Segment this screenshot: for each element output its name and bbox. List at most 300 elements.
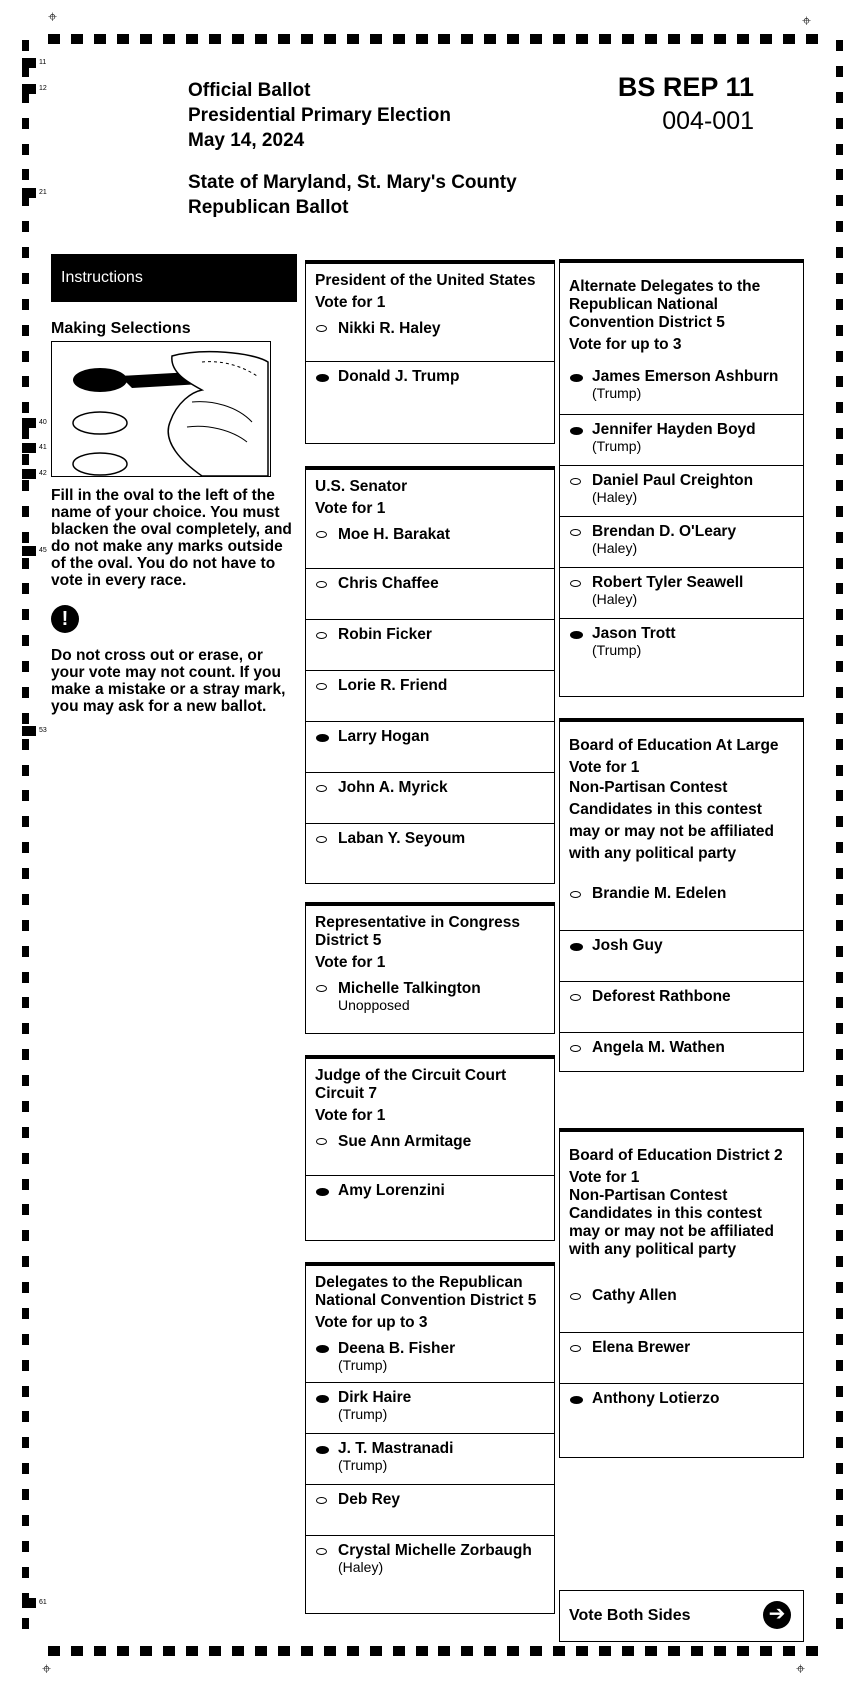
vote-oval[interactable] [316,683,327,690]
timing-mark [163,1646,175,1656]
candidate-row[interactable] [560,1383,803,1434]
timing-mark [22,1386,29,1397]
timing-mark [836,1411,843,1422]
vote-oval-marked[interactable] [570,374,583,382]
timing-mark [301,34,313,44]
vote-oval[interactable] [316,531,327,538]
timing-mark [22,1153,29,1164]
candidate-name: Laban Y. Seyoum [338,830,466,847]
timing-mark [22,1230,29,1241]
contest-representative-congress [305,902,555,1034]
timing-mark [22,661,29,672]
timing-mark [94,34,106,44]
margin-mark [22,1598,36,1608]
timing-mark [22,946,29,957]
candidate-party: (Trump) [338,1457,388,1473]
candidate-name: Angela M. Wathen [592,1039,725,1056]
candidate-party: (Trump) [338,1406,388,1422]
vote-oval[interactable] [316,785,327,792]
candidate-name: John A. Myrick [338,779,448,796]
timing-mark [22,583,29,594]
candidate-row[interactable] [560,1032,803,1083]
candidate-row[interactable] [560,414,803,465]
timing-mark [714,34,726,44]
instructions-panel [51,254,297,715]
header-title: Official Ballot [188,80,311,101]
margin-mark [22,58,36,68]
timing-mark [553,34,565,44]
candidate-name: Deb Rey [338,1491,401,1508]
vote-oval-marked[interactable] [316,374,329,382]
candidate-row[interactable] [306,1340,554,1382]
margin-mark [22,469,36,479]
making-selections-heading: Making Selections [51,320,191,337]
top-timing-marks [48,34,818,44]
timing-mark [836,428,843,439]
timing-mark [836,1256,843,1267]
timing-mark [836,506,843,517]
timing-mark [22,558,29,569]
timing-mark [22,1179,29,1190]
candidate-row[interactable] [560,362,803,414]
timing-mark [668,1646,680,1656]
timing-mark [22,1618,29,1629]
timing-mark [393,1646,405,1656]
timing-mark [507,34,519,44]
contest-title: President of the United States [315,272,536,289]
candidate-row[interactable] [560,1332,803,1383]
timing-mark [22,1489,29,1500]
timing-mark [209,34,221,44]
vote-oval-marked[interactable] [570,631,583,639]
candidate-name: Moe H. Barakat [338,526,450,543]
timing-mark [714,1646,726,1656]
timing-mark [783,1646,795,1656]
candidate-name: J. T. Mastranadi [338,1440,454,1457]
timing-mark [836,1463,843,1474]
timing-mark [22,40,29,51]
timing-mark [484,1646,496,1656]
vote-for-label: Vote for 1 [315,954,386,971]
timing-mark [22,169,29,180]
timing-mark [22,1256,29,1267]
timing-mark [71,1646,83,1656]
timing-mark [416,1646,428,1656]
vote-oval[interactable] [316,836,327,843]
timing-mark [836,195,843,206]
margin-number: 61 [39,1599,47,1606]
timing-mark [416,34,428,44]
timing-mark [301,1646,313,1656]
timing-mark [507,1646,519,1656]
margin-number: 11 [39,59,47,66]
timing-mark [22,868,29,879]
candidate-name: Deena B. Fisher [338,1340,456,1357]
timing-mark [576,34,588,44]
timing-mark [370,1646,382,1656]
vote-oval-marked[interactable] [570,943,583,951]
timing-mark [22,687,29,698]
candidate-party: (Trump) [592,385,642,401]
timing-mark [836,1386,843,1397]
vote-oval[interactable] [316,985,327,992]
candidate-row[interactable] [306,1433,554,1484]
vote-for-label: Vote for 1 [315,294,386,311]
candidate-row[interactable] [306,1175,554,1226]
vote-oval[interactable] [316,1138,327,1145]
candidate-row[interactable] [560,1281,803,1332]
timing-mark [836,1153,843,1164]
registration-crosshair: ⌖ [42,1661,52,1678]
candidate-party: (Haley) [592,591,638,607]
vote-oval-marked[interactable] [316,1188,329,1196]
vote-both-sides-label: Vote Both Sides [569,1607,691,1624]
candidate-row[interactable] [306,1382,554,1433]
header-jurisdiction: State of Maryland, St. Mary's County [188,172,517,193]
timing-mark [22,816,29,827]
timing-mark [836,1541,843,1552]
instructions-title: Instructions [51,254,297,302]
timing-mark [836,1075,843,1086]
margin-number: 40 [39,419,47,426]
timing-mark [836,1101,843,1112]
timing-mark [186,1646,198,1656]
timing-mark [22,273,29,284]
margin-mark [22,188,36,198]
timing-mark [22,1023,29,1034]
timing-mark [645,34,657,44]
candidate-row[interactable] [306,619,554,670]
timing-mark [22,376,29,387]
vote-oval[interactable] [570,529,581,536]
alert-icon: ! [51,605,79,633]
vote-for-label: Vote for 1 [569,1169,640,1186]
timing-mark [22,532,29,543]
timing-mark [836,1282,843,1293]
timing-mark [22,454,29,465]
non-partisan-note: Non-Partisan Contest Candidates in this contest may or may not be affiliated with any political party [569,1187,774,1258]
timing-mark [461,1646,473,1656]
contest-delegates [305,1262,555,1614]
timing-mark [22,1101,29,1112]
contest-president [305,260,555,444]
timing-mark [22,1437,29,1448]
timing-mark [461,34,473,44]
candidate-row[interactable] [306,1535,554,1586]
timing-mark [836,609,843,620]
candidate-name: Sue Ann Armitage [338,1133,472,1150]
timing-mark [836,1023,843,1034]
header-party-ballot: Republican Ballot [188,197,349,218]
hand-with-pen-icon [52,342,270,476]
candidate-name: Anthony Lotierzo [592,1390,720,1407]
vote-oval-marked[interactable] [316,1446,329,1454]
timing-mark [163,34,175,44]
timing-mark [22,765,29,776]
timing-mark [836,325,843,336]
candidate-row[interactable] [560,930,803,981]
timing-mark [836,687,843,698]
margin-number: 21 [39,189,47,196]
timing-mark [836,480,843,491]
timing-mark [22,221,29,232]
contest-board-of-education-at-large [559,718,804,1072]
timing-mark [22,790,29,801]
vote-for-label: Vote for 1 [315,1107,386,1124]
timing-mark [22,1282,29,1293]
timing-mark [737,1646,749,1656]
timing-mark [22,118,29,129]
vote-oval-marked[interactable] [316,734,329,742]
timing-mark [668,34,680,44]
vote-oval[interactable] [316,1497,327,1504]
vote-oval[interactable] [570,580,581,587]
vote-oval[interactable] [570,478,581,485]
candidate-name: James Emerson Ashburn [592,368,779,385]
vote-oval[interactable] [570,1045,581,1052]
timing-mark [836,1308,843,1319]
timing-mark [576,1646,588,1656]
timing-mark [347,34,359,44]
timing-mark [836,1489,843,1500]
timing-mark [22,894,29,905]
candidate-row[interactable] [306,823,554,874]
contest-title: Judge of the Circuit Court Circuit 7 [315,1067,507,1102]
timing-mark [836,946,843,957]
vote-oval-marked[interactable] [570,1396,583,1404]
right-timing-marks [836,40,844,1630]
timing-mark [438,1646,450,1656]
timing-mark [22,1360,29,1371]
vote-oval[interactable] [316,1548,327,1555]
ballot-code: BS REP 11 [617,72,754,102]
timing-mark [836,868,843,879]
timing-mark [836,765,843,776]
timing-mark [836,92,843,103]
timing-mark [836,299,843,310]
timing-mark [347,1646,359,1656]
candidate-name: Brendan D. O'Leary [592,523,737,540]
timing-mark [22,1567,29,1578]
timing-mark [22,842,29,853]
candidate-row[interactable] [306,670,554,721]
margin-number: 53 [39,727,47,734]
vote-oval-marked[interactable] [570,427,583,435]
timing-mark [836,1334,843,1345]
timing-mark [117,1646,129,1656]
timing-mark [22,972,29,983]
timing-mark [393,34,405,44]
candidate-note: Unopposed [338,997,410,1013]
candidate-name: Elena Brewer [592,1339,691,1356]
timing-mark [22,1049,29,1060]
timing-mark [691,1646,703,1656]
candidate-name: Lorie R. Friend [338,677,448,694]
candidate-row[interactable] [560,567,803,618]
bottom-timing-marks [48,1646,818,1656]
vote-oval[interactable] [316,632,327,639]
candidate-row[interactable] [306,772,554,823]
header-date: May 14, 2024 [188,130,305,151]
candidate-party: (Trump) [338,1357,388,1373]
timing-mark [438,34,450,44]
candidate-row[interactable] [560,516,803,567]
contest-title: Board of Education District 2 [569,1147,783,1164]
timing-mark [278,1646,290,1656]
timing-mark [232,34,244,44]
registration-crosshair: ⌖ [48,9,58,26]
vote-oval[interactable] [570,891,581,898]
vote-oval-marked[interactable] [316,1395,329,1403]
margin-mark [22,84,36,94]
timing-mark [324,34,336,44]
candidate-party: (Trump) [592,642,642,658]
timing-mark [836,816,843,827]
timing-mark [22,1308,29,1319]
candidate-party: (Haley) [592,489,638,505]
candidate-party: (Haley) [592,540,638,556]
timing-mark [22,635,29,646]
contest-alternate-delegates [559,259,804,697]
candidate-name: Daniel Paul Creighton [592,472,754,489]
timing-mark [836,144,843,155]
timing-mark [836,66,843,77]
timing-mark [836,1127,843,1138]
timing-mark [530,34,542,44]
candidate-row[interactable] [306,1133,554,1175]
timing-mark [836,273,843,284]
margin-number: 41 [39,444,47,451]
candidate-name: Michelle Talkington [338,980,481,997]
timing-mark [186,34,198,44]
timing-mark [836,221,843,232]
timing-mark [324,1646,336,1656]
candidate-row[interactable] [560,981,803,1032]
timing-mark [22,1334,29,1345]
candidate-name: Robert Tyler Seawell [592,574,744,591]
candidate-row[interactable] [306,568,554,619]
candidate-name: Deforest Rathbone [592,988,731,1005]
vote-for-label: Vote for up to 3 [315,1314,428,1331]
timing-mark [806,34,818,44]
timing-mark [22,1463,29,1474]
vote-oval[interactable] [570,994,581,1001]
marking-illustration [51,341,271,477]
vote-oval[interactable] [570,1345,581,1352]
timing-mark [22,325,29,336]
instructions-warning-text: Do not cross out or erase, or your vote may not count. If you make a mistake or a stray mark, you may ask for a new ballot. [51,647,286,715]
vote-for-label: Vote for 1 [315,500,386,517]
margin-mark [22,726,36,736]
ballot-number: 004-001 [662,107,754,135]
timing-mark [48,34,60,44]
timing-mark [232,1646,244,1656]
vote-oval[interactable] [316,325,327,332]
margin-mark [22,418,36,428]
timing-mark [836,454,843,465]
timing-mark [22,506,29,517]
header-election: Presidential Primary Election [188,105,451,126]
margin-number: 45 [39,547,47,554]
vote-oval[interactable] [316,581,327,588]
candidate-name: Donald J. Trump [338,368,460,385]
candidate-row[interactable] [560,465,803,516]
timing-mark [599,34,611,44]
timing-mark [836,532,843,543]
candidate-row[interactable] [560,879,803,930]
candidate-name: Dirk Haire [338,1389,412,1406]
instructions-fill-text: Fill in the oval to the left of the name of your choice. You must blacken the oval completely, and do not make any marks outside of the oval. You do not have to vote in every race. [51,487,292,589]
timing-mark [836,1515,843,1526]
timing-mark [622,34,634,44]
candidate-row[interactable] [306,320,554,361]
candidate-row[interactable] [306,361,554,412]
candidate-name: Crystal Michelle Zorbaugh [338,1542,532,1559]
timing-mark [71,34,83,44]
timing-mark [22,1541,29,1552]
candidate-name: Nikki R. Haley [338,320,441,337]
candidate-name: Larry Hogan [338,728,430,745]
timing-mark [255,1646,267,1656]
timing-mark [140,1646,152,1656]
timing-mark [22,1411,29,1422]
timing-mark [22,480,29,491]
timing-mark [836,40,843,51]
timing-mark [94,1646,106,1656]
vote-oval-marked[interactable] [316,1345,329,1353]
right-arrow-circle-icon: ➔ [763,1601,791,1629]
vote-oval[interactable] [570,1293,581,1300]
timing-mark [836,1049,843,1060]
timing-mark [622,1646,634,1656]
timing-mark [117,34,129,44]
timing-mark [48,1646,60,1656]
timing-mark [836,894,843,905]
contest-title: Representative in Congress District 5 [315,914,521,949]
non-partisan-note: Non-Partisan Contest Candidates in this contest may or may not be affiliated with any political party [569,779,774,862]
candidate-row[interactable] [306,1484,554,1535]
timing-mark [22,428,29,439]
timing-mark [836,1360,843,1371]
candidate-row[interactable] [560,618,803,669]
timing-mark [484,34,496,44]
timing-mark [836,402,843,413]
timing-mark [760,1646,772,1656]
timing-mark [22,609,29,620]
timing-mark [22,144,29,155]
timing-mark [737,34,749,44]
candidate-name: Josh Guy [592,937,663,954]
candidate-name: Jennifer Hayden Boyd [592,421,756,438]
contest-circuit-judge [305,1055,555,1241]
margin-mark [22,546,36,556]
candidate-row[interactable] [306,721,554,772]
candidate-row[interactable] [306,980,554,1031]
margin-number: 12 [39,85,47,92]
timing-mark [22,1075,29,1086]
timing-mark [22,1515,29,1526]
timing-mark [836,1204,843,1215]
timing-mark [836,169,843,180]
timing-mark [836,635,843,646]
timing-mark [836,1230,843,1241]
candidate-party: (Haley) [338,1559,384,1575]
timing-mark [836,1437,843,1448]
timing-mark [760,34,772,44]
left-timing-marks [22,40,30,1630]
timing-mark [553,1646,565,1656]
candidate-row[interactable] [306,526,554,568]
